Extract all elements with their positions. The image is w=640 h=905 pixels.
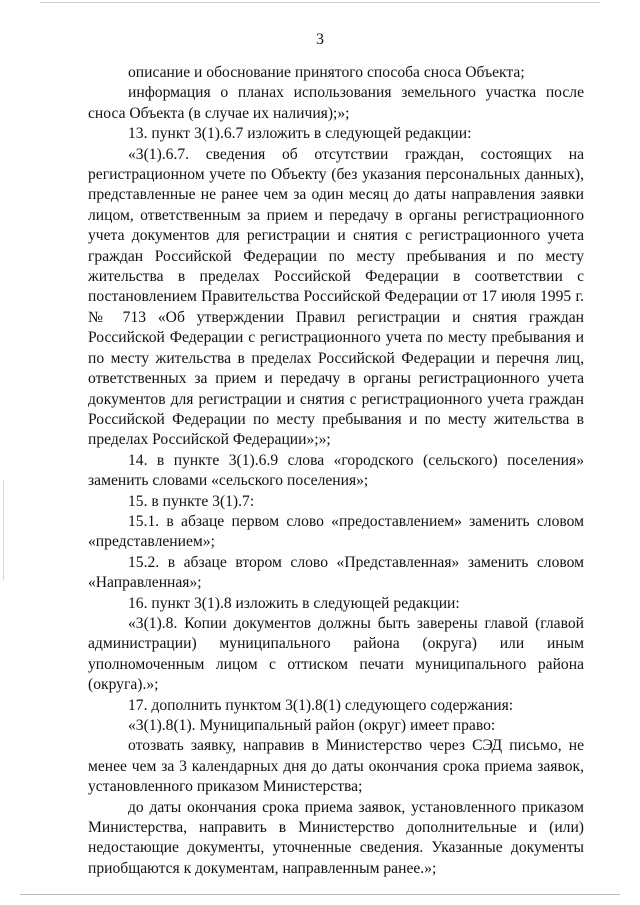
- paragraph-item-15-1: 15.1. в абзаце первом слово «предоставлением» заменить словом «представлением»;: [88, 512, 588, 551]
- document-body: [88, 63, 588, 879]
- paragraph-demolition-method: описание и обоснование принятого способа сноса Объекта;: [128, 64, 525, 81]
- paragraph-clause-3-1-6-7: «3(1).6.7. сведения об отсутствии граждан, состоящих на регистрационном учете по Объекту (без указания персональных данных), представленные не ранее чем за один месяц до даты направления заявки лицом, ответственным за прием и передачу в органы регистрационного учета документов для регистрации и снятия с регистрационного учета граждан Российской Федерации по месту пребывания и по месту жительства в пределах Российской Федерации в соответствии с постановлением Правительства Российской Федерации от 17 июля 1995 г. № 713 «Об утверждении Правил регистрации и снятия граждан Российской Федерации с регистрационного учета по месту пребывания и по месту жительства в пределах Российской Федерации и перечня лиц, ответственных за прием и передачу в органы регистрационного учета документов для регистрации и снятия с регистрационного учета граждан Российской Федерации по месту пребывания и по месту жительства в пределах Российской Федерации»;»;: [88, 145, 588, 449]
- scan-border-left: [3, 480, 4, 580]
- page-number: 3: [316, 31, 324, 48]
- paragraph-clause-3-1-8-1: «3(1).8(1). Муниципальный район (округ) имеет право:: [128, 717, 496, 734]
- paragraph-item-17: 17. дополнить пунктом 3(1).8(1) следующего содержания:: [128, 696, 514, 714]
- paragraph-item-15: 15. в пункте 3(1).7:: [128, 492, 255, 510]
- paragraph-withdraw-application: отозвать заявку, направив в Министерство через СЭД письмо, не менее чем за 3 календарных дня до даты окончания срока приема заявок, установленного приказом Министерства;: [88, 737, 588, 796]
- paragraph-item-15-2: 15.2. в абзаце втором слово «Представленная» заменить словом «Направленная»;: [88, 553, 588, 592]
- scan-border-bottom: [20, 894, 620, 895]
- paragraph-clause-3-1-8: «3(1).8. Копии документов должны быть заверены главой (главой администрации) муниципального района (округа) или иным уполномоченным лицом с оттиском печати муниципального района (округа).»;: [88, 614, 588, 694]
- paragraph-item-13: 13. пункт 3(1).6.7 изложить в следующей редакции:: [128, 125, 472, 143]
- paragraph-item-16: 16. пункт 3(1).8 изложить в следующей редакции:: [128, 594, 460, 612]
- paragraph-land-use-plans: информация о планах использования земельного участка после сноса Объекта (в случае их наличия);»;: [88, 84, 588, 122]
- paragraph-additional-documents: до даты окончания срока приема заявок, установленного приказом Министерства, направить в Министерство дополнительные и (или) недостающие документы, уточненные сведения. Указанные документы приобщаются к документам, направленным ранее.»;: [88, 798, 588, 877]
- paragraph-item-14: 14. в пункте 3(1).6.9 слова «городского (сельского) поселения» заменить словами «сельского поселения»;: [88, 451, 588, 490]
- scan-border-top: [40, 2, 600, 3]
